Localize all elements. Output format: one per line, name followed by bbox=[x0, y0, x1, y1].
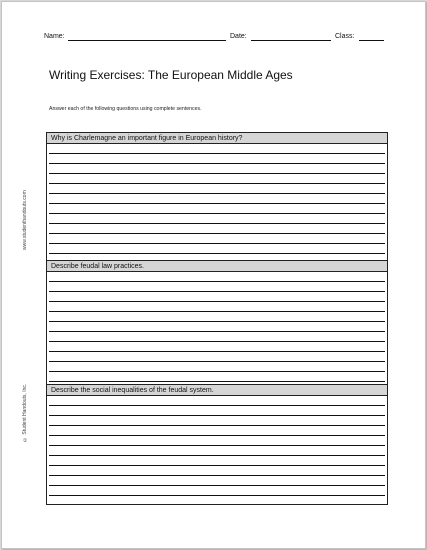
instructions: Answer each of the following questions using complete sentences. bbox=[49, 106, 202, 112]
question-2 bbox=[47, 260, 387, 384]
answer-line[interactable] bbox=[49, 456, 385, 466]
question-prompt: Describe the social inequalities of the feudal system. bbox=[47, 385, 387, 396]
question-prompt: Describe feudal law practices. bbox=[47, 261, 387, 272]
student-info-header bbox=[44, 33, 383, 45]
answer-line[interactable] bbox=[49, 292, 385, 302]
answer-line[interactable] bbox=[49, 164, 385, 174]
questions-box bbox=[46, 132, 388, 505]
answer-line[interactable] bbox=[49, 416, 385, 426]
answer-line[interactable] bbox=[49, 396, 385, 406]
name-label: Name: bbox=[44, 33, 65, 40]
answer-line[interactable] bbox=[49, 154, 385, 164]
answer-line[interactable] bbox=[49, 234, 385, 244]
worksheet-title: Writing Exercises: The European Middle Ages bbox=[49, 68, 293, 82]
answer-line[interactable] bbox=[49, 214, 385, 224]
answer-line[interactable] bbox=[49, 312, 385, 322]
answer-line[interactable] bbox=[49, 446, 385, 456]
answer-line[interactable] bbox=[49, 194, 385, 204]
answer-line[interactable] bbox=[49, 204, 385, 214]
answer-line[interactable] bbox=[49, 436, 385, 446]
question-1 bbox=[47, 133, 387, 260]
date-label: Date: bbox=[230, 33, 247, 40]
class-line bbox=[359, 40, 384, 41]
answer-line[interactable] bbox=[49, 244, 385, 254]
question-3 bbox=[47, 384, 387, 504]
name-line bbox=[68, 40, 226, 41]
answer-line[interactable] bbox=[49, 362, 385, 372]
answer-line[interactable] bbox=[49, 466, 385, 476]
worksheet-page bbox=[1, 1, 426, 549]
answer-line[interactable] bbox=[49, 184, 385, 194]
answer-line[interactable] bbox=[49, 224, 385, 234]
answer-line[interactable] bbox=[49, 476, 385, 486]
answer-line[interactable] bbox=[49, 486, 385, 496]
answer-line[interactable] bbox=[49, 174, 385, 184]
answer-line[interactable] bbox=[49, 352, 385, 362]
answer-line[interactable] bbox=[49, 406, 385, 416]
answer-line[interactable] bbox=[49, 342, 385, 352]
class-label: Class: bbox=[335, 33, 355, 40]
answer-line[interactable] bbox=[49, 272, 385, 282]
answer-line[interactable] bbox=[49, 322, 385, 332]
copyright-credit: © Student Handouts, Inc. bbox=[22, 383, 28, 442]
answer-line[interactable] bbox=[49, 372, 385, 382]
website-credit: www.studenthandouts.com bbox=[22, 190, 28, 250]
date-line bbox=[251, 40, 331, 41]
answer-line[interactable] bbox=[49, 332, 385, 342]
answer-line[interactable] bbox=[49, 282, 385, 292]
answer-line[interactable] bbox=[49, 426, 385, 436]
question-prompt: Why is Charlemagne an important figure in European history? bbox=[47, 133, 387, 144]
answer-line[interactable] bbox=[49, 144, 385, 154]
answer-line[interactable] bbox=[49, 302, 385, 312]
